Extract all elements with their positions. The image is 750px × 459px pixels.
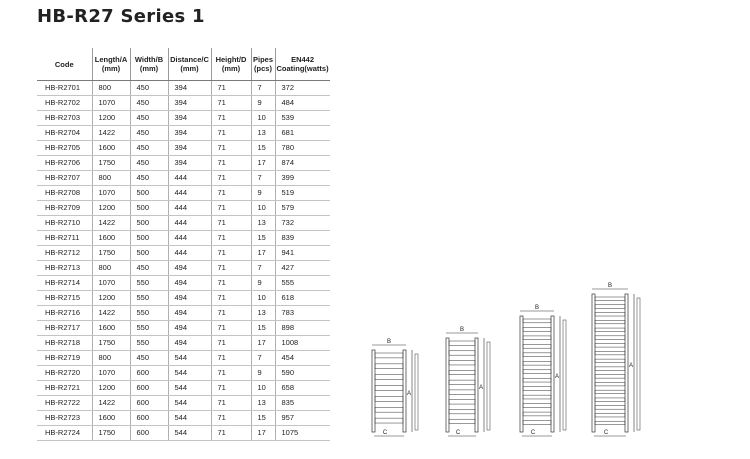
cell-code: HB-R2703: [37, 111, 92, 126]
cell-pipes: 15: [251, 411, 275, 426]
left-rail: [520, 316, 523, 432]
radiator-bar: [595, 305, 625, 308]
cell-height: 71: [211, 261, 251, 276]
cell-code: HB-R2722: [37, 396, 92, 411]
cell-width: 600: [130, 411, 168, 426]
cell-height: 71: [211, 141, 251, 156]
cell-length: 1070: [92, 366, 130, 381]
radiator-bar: [523, 404, 551, 408]
radiator-bar: [595, 367, 625, 370]
radiator-bar: [449, 409, 475, 413]
cell-height: 71: [211, 366, 251, 381]
cell-code: HB-R2724: [37, 426, 92, 441]
table-row: [37, 411, 330, 426]
cell-length: 1422: [92, 306, 130, 321]
right-rail: [551, 316, 554, 432]
table-row: [37, 186, 330, 201]
dimension-label-b: B: [386, 339, 392, 345]
cell-coating: 898: [275, 321, 330, 336]
cell-code: HB-R2712: [37, 246, 92, 261]
header-pipes: Pipes (pcs): [251, 48, 275, 81]
cell-width: 450: [130, 81, 168, 96]
cell-code: HB-R2715: [37, 291, 92, 306]
cell-coating: 780: [275, 141, 330, 156]
cell-code: HB-R2708: [37, 186, 92, 201]
radiator-bar: [595, 297, 625, 300]
radiator-bar: [449, 380, 475, 384]
header-distance: Distance/C (mm): [168, 48, 211, 81]
radiator-bar: [449, 390, 475, 394]
cell-width: 500: [130, 216, 168, 231]
cell-height: 71: [211, 156, 251, 171]
table-row: [37, 321, 330, 336]
cell-distance: 544: [168, 351, 211, 366]
table-row: [37, 216, 330, 231]
cell-code: HB-R2706: [37, 156, 92, 171]
cell-height: 71: [211, 81, 251, 96]
cell-width: 600: [130, 366, 168, 381]
cell-coating: 941: [275, 246, 330, 261]
cell-code: HB-R2704: [37, 126, 92, 141]
table-header-row: [37, 48, 330, 81]
cell-coating: 681: [275, 126, 330, 141]
cell-width: 600: [130, 396, 168, 411]
side-profile: [637, 298, 640, 430]
cell-coating: 539: [275, 111, 330, 126]
cell-distance: 544: [168, 411, 211, 426]
cell-coating: 732: [275, 216, 330, 231]
cell-height: 71: [211, 201, 251, 216]
cell-pipes: 15: [251, 231, 275, 246]
cell-length: 1750: [92, 156, 130, 171]
radiator-bar: [449, 361, 475, 365]
cell-width: 550: [130, 321, 168, 336]
cell-length: 1200: [92, 291, 130, 306]
header-length: Length/A (mm): [92, 48, 130, 81]
cell-pipes: 13: [251, 126, 275, 141]
cell-width: 600: [130, 381, 168, 396]
radiator-bar: [523, 387, 551, 391]
dimension-label-c: C: [382, 430, 388, 436]
cell-height: 71: [211, 306, 251, 321]
radiator-bar: [595, 375, 625, 378]
cell-distance: 394: [168, 111, 211, 126]
cell-code: HB-R2721: [37, 381, 92, 396]
cell-coating: 835: [275, 396, 330, 411]
cell-length: 1422: [92, 216, 130, 231]
cell-height: 71: [211, 291, 251, 306]
radiator-bar: [375, 375, 403, 380]
right-rail: [475, 338, 478, 432]
cell-length: 1200: [92, 381, 130, 396]
cell-width: 500: [130, 186, 168, 201]
dimension-label-a: A: [406, 391, 412, 397]
dimension-label-a: A: [554, 374, 560, 380]
radiator-bar: [595, 328, 625, 331]
table-row: [37, 126, 330, 141]
cell-height: 71: [211, 396, 251, 411]
radiator-bar: [449, 351, 475, 355]
cell-width: 550: [130, 291, 168, 306]
cell-length: 1600: [92, 321, 130, 336]
table-row: [37, 261, 330, 276]
table-row: [37, 381, 330, 396]
dimension-label-b: B: [607, 283, 613, 289]
cell-coating: 399: [275, 171, 330, 186]
header-code: Code: [37, 48, 92, 81]
cell-pipes: 10: [251, 381, 275, 396]
radiator-bar: [523, 353, 551, 357]
cell-width: 450: [130, 141, 168, 156]
cell-pipes: 10: [251, 291, 275, 306]
cell-height: 71: [211, 111, 251, 126]
radiator-bar: [449, 419, 475, 423]
radiator-bar: [523, 412, 551, 416]
cell-height: 71: [211, 126, 251, 141]
cell-code: HB-R2714: [37, 276, 92, 291]
cell-length: 1422: [92, 126, 130, 141]
cell-distance: 544: [168, 396, 211, 411]
radiator-bar: [595, 413, 625, 416]
cell-distance: 444: [168, 171, 211, 186]
cell-distance: 444: [168, 201, 211, 216]
cell-pipes: 13: [251, 306, 275, 321]
cell-coating: 658: [275, 381, 330, 396]
cell-coating: 1008: [275, 336, 330, 351]
dimension-label-a: A: [628, 363, 634, 369]
cell-pipes: 15: [251, 321, 275, 336]
cell-coating: 484: [275, 96, 330, 111]
cell-height: 71: [211, 96, 251, 111]
cell-code: HB-R2718: [37, 336, 92, 351]
cell-coating: 618: [275, 291, 330, 306]
cell-length: 1750: [92, 426, 130, 441]
left-rail: [446, 338, 449, 432]
cell-distance: 394: [168, 126, 211, 141]
cell-pipes: 7: [251, 81, 275, 96]
table-row: [37, 96, 330, 111]
cell-coating: 454: [275, 351, 330, 366]
cell-code: HB-R2702: [37, 96, 92, 111]
cell-distance: 394: [168, 96, 211, 111]
cell-length: 800: [92, 81, 130, 96]
radiator-drawings: [350, 283, 750, 450]
cell-pipes: 10: [251, 111, 275, 126]
cell-width: 550: [130, 336, 168, 351]
side-profile: [415, 354, 418, 430]
cell-code: HB-R2711: [37, 231, 92, 246]
radiator-bar: [595, 344, 625, 347]
header-width: Width/B (mm): [130, 48, 168, 81]
table-row: [37, 201, 330, 216]
side-profile: [487, 342, 490, 430]
cell-pipes: 9: [251, 186, 275, 201]
table-row: [37, 156, 330, 171]
cell-length: 1070: [92, 276, 130, 291]
cell-width: 450: [130, 96, 168, 111]
header-height: Height/D (mm): [211, 48, 251, 81]
cell-distance: 394: [168, 81, 211, 96]
table-row: [37, 291, 330, 306]
cell-distance: 494: [168, 336, 211, 351]
cell-pipes: 15: [251, 141, 275, 156]
radiator-bar: [375, 418, 403, 423]
cell-height: 71: [211, 246, 251, 261]
cell-coating: 839: [275, 231, 330, 246]
cell-pipes: 9: [251, 276, 275, 291]
cell-coating: 555: [275, 276, 330, 291]
cell-code: HB-R2713: [37, 261, 92, 276]
dimension-label-b: B: [459, 327, 465, 333]
table-row: [37, 351, 330, 366]
table-row: [37, 111, 330, 126]
cell-coating: 519: [275, 186, 330, 201]
radiator-bar: [523, 344, 551, 348]
cell-coating: 1075: [275, 426, 330, 441]
cell-length: 1750: [92, 336, 130, 351]
cell-distance: 494: [168, 261, 211, 276]
cell-pipes: 17: [251, 336, 275, 351]
cell-pipes: 17: [251, 426, 275, 441]
cell-pipes: 7: [251, 261, 275, 276]
cell-pipes: 17: [251, 156, 275, 171]
radiator-bar: [523, 336, 551, 340]
cell-coating: 579: [275, 201, 330, 216]
table-row: [37, 366, 330, 381]
table-row: [37, 396, 330, 411]
radiator-bar: [523, 421, 551, 425]
cell-length: 800: [92, 351, 130, 366]
radiator-bar: [595, 351, 625, 354]
radiator-bar: [523, 319, 551, 323]
cell-width: 450: [130, 261, 168, 276]
radiator-bar: [523, 378, 551, 382]
cell-pipes: 13: [251, 216, 275, 231]
radiator-bar: [449, 341, 475, 345]
cell-width: 450: [130, 126, 168, 141]
dimension-label-c: C: [603, 430, 609, 436]
radiator-bar: [595, 313, 625, 316]
cell-height: 71: [211, 276, 251, 291]
cell-distance: 444: [168, 216, 211, 231]
dimension-label-a: A: [478, 385, 484, 391]
cell-width: 600: [130, 426, 168, 441]
cell-height: 71: [211, 411, 251, 426]
cell-pipes: 9: [251, 366, 275, 381]
cell-height: 71: [211, 216, 251, 231]
cell-code: HB-R2716: [37, 306, 92, 321]
cell-width: 500: [130, 201, 168, 216]
cell-length: 800: [92, 171, 130, 186]
radiator-bar: [449, 370, 475, 374]
radiator-bar: [375, 364, 403, 369]
cell-distance: 444: [168, 246, 211, 261]
cell-width: 550: [130, 276, 168, 291]
cell-length: 1200: [92, 201, 130, 216]
cell-height: 71: [211, 171, 251, 186]
cell-code: HB-R2707: [37, 171, 92, 186]
cell-height: 71: [211, 321, 251, 336]
cell-coating: 590: [275, 366, 330, 381]
cell-code: HB-R2709: [37, 201, 92, 216]
radiator-bar: [595, 421, 625, 424]
spec-table: [37, 48, 330, 441]
cell-distance: 544: [168, 426, 211, 441]
cell-distance: 494: [168, 291, 211, 306]
cell-distance: 394: [168, 141, 211, 156]
cell-height: 71: [211, 426, 251, 441]
cell-distance: 494: [168, 321, 211, 336]
cell-distance: 444: [168, 231, 211, 246]
cell-length: 1070: [92, 96, 130, 111]
side-profile: [563, 320, 566, 430]
radiator-bar: [595, 382, 625, 385]
cell-coating: 874: [275, 156, 330, 171]
cell-height: 71: [211, 186, 251, 201]
cell-width: 550: [130, 306, 168, 321]
radiator-bar: [523, 361, 551, 365]
cell-height: 71: [211, 351, 251, 366]
radiator-bar: [375, 353, 403, 358]
cell-width: 450: [130, 171, 168, 186]
table-row: [37, 231, 330, 246]
radiator-bar: [523, 370, 551, 374]
cell-length: 1200: [92, 111, 130, 126]
table-body: [37, 81, 330, 441]
cell-code: HB-R2720: [37, 366, 92, 381]
cell-coating: 372: [275, 81, 330, 96]
cell-pipes: 7: [251, 171, 275, 186]
cell-pipes: 13: [251, 396, 275, 411]
cell-coating: 427: [275, 261, 330, 276]
cell-pipes: 7: [251, 351, 275, 366]
cell-distance: 544: [168, 366, 211, 381]
cell-code: HB-R2719: [37, 351, 92, 366]
cell-height: 71: [211, 231, 251, 246]
header-coating: EN442 Coating(watts): [275, 48, 330, 81]
right-rail: [625, 294, 628, 432]
cell-coating: 783: [275, 306, 330, 321]
cell-distance: 494: [168, 306, 211, 321]
cell-length: 1600: [92, 411, 130, 426]
cell-distance: 444: [168, 186, 211, 201]
radiator-bar: [595, 320, 625, 323]
cell-pipes: 17: [251, 246, 275, 261]
right-rail: [403, 350, 406, 432]
radiator-bar: [375, 407, 403, 412]
table-row: [37, 246, 330, 261]
cell-code: HB-R2723: [37, 411, 92, 426]
cell-code: HB-R2705: [37, 141, 92, 156]
cell-height: 71: [211, 381, 251, 396]
cell-length: 1422: [92, 396, 130, 411]
table-row: [37, 171, 330, 186]
cell-length: 1600: [92, 231, 130, 246]
cell-height: 71: [211, 336, 251, 351]
left-rail: [592, 294, 595, 432]
cell-width: 500: [130, 231, 168, 246]
table-row: [37, 276, 330, 291]
radiator-bar: [449, 400, 475, 404]
cell-distance: 494: [168, 276, 211, 291]
radiator-bar: [595, 390, 625, 393]
radiator-bar: [595, 359, 625, 362]
cell-length: 1750: [92, 246, 130, 261]
cell-code: HB-R2701: [37, 81, 92, 96]
cell-width: 500: [130, 246, 168, 261]
radiator-bar: [595, 336, 625, 339]
cell-distance: 394: [168, 156, 211, 171]
radiator-bar: [523, 395, 551, 399]
cell-length: 1070: [92, 186, 130, 201]
cell-width: 450: [130, 156, 168, 171]
cell-distance: 544: [168, 381, 211, 396]
table-row: [37, 141, 330, 156]
cell-length: 800: [92, 261, 130, 276]
cell-length: 1600: [92, 141, 130, 156]
dimension-label-c: C: [530, 430, 536, 436]
radiator-bar: [523, 327, 551, 331]
cell-pipes: 10: [251, 201, 275, 216]
cell-pipes: 9: [251, 96, 275, 111]
radiator-bar: [375, 396, 403, 401]
page-title: HB-R27 Series 1: [37, 6, 205, 27]
radiator-bar: [375, 386, 403, 391]
cell-coating: 957: [275, 411, 330, 426]
cell-width: 450: [130, 351, 168, 366]
cell-code: HB-R2717: [37, 321, 92, 336]
table-row: [37, 81, 330, 96]
table-row: [37, 426, 330, 441]
table-row: [37, 336, 330, 351]
radiator-bar: [595, 398, 625, 401]
left-rail: [372, 350, 375, 432]
table-row: [37, 306, 330, 321]
radiator-bar: [595, 406, 625, 409]
dimension-label-b: B: [534, 305, 540, 311]
cell-code: HB-R2710: [37, 216, 92, 231]
cell-width: 450: [130, 111, 168, 126]
dimension-label-c: C: [455, 430, 461, 436]
